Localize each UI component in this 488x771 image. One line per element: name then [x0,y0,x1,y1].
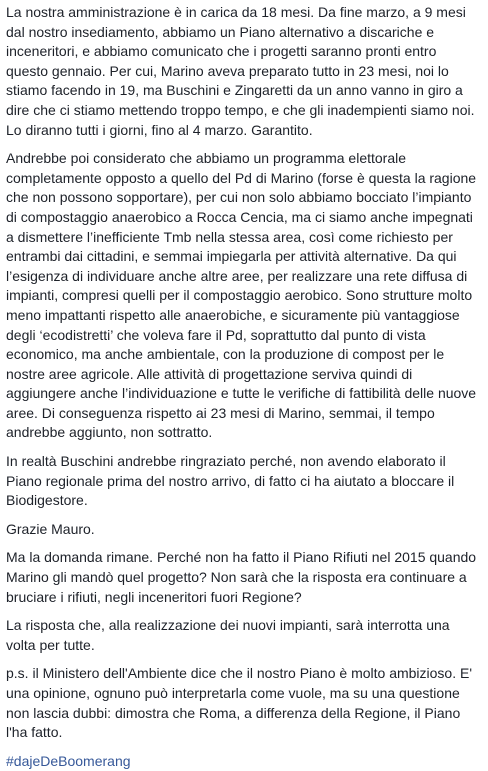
post-paragraph-3: In realtà Buschini andrebbe ringraziato perché, non avendo elaborato il Piano regionale prima del nostro arrivo, di fatto ci ha aiutato a bloccare il Biodigestore. [6,453,455,509]
post-paragraph-2: Andrebbe poi considerato che abbiamo un programma elettorale completamente opposto a quello del Pd di Marino (forse è questa la ragione che non possono sopportare), per cui non solo abbiamo bocciato l’impianto di compostaggio anaerobico a Rocca Cencia, ma ci siamo anche impegnati a dismettere l’inefficiente Tmb nella stessa area, così come richiesto per entrambi dai cittadini, e semmai impiegarla per attività alternative. Da qui l’esigenza di individuare anche altre aree, per realizzare una rete diffusa di impianti, compresi quelli per il compostaggio aerobico. Sono strutture molto meno impattanti rispetto alle anaerobiche, e sicuramente più vantaggiose degli ‘ecodistretti’ che voleva fare il Pd, soprattutto dal punto di vista economico, ma anche ambientale, con la produzione di compost per le nostre aree agricole. Alle attività di progettazione serviva quindi di aggiungere anche l’individuazione e tutte le verifiche di fattibilità delle nuove aree. Di conseguenza rispetto ai 23 mesi di Marino, semmai, il tempo andrebbe aggiunto, non sottratto. [6,150,477,441]
post-paragraph-7: p.s. il Ministero dell'Ambiente dice che il nostro Piano è molto ambizioso. E' una opinione, ognuno può interpretarla come vuole, ma su una questione non lascia dubbi: dimostra che Roma, a differenza della Regione, il Piano l'ha fatto. [6,665,473,741]
post-paragraph-6: La risposta che, alla realizzazione dei nuovi impianti, sarà interrotta una volta per tutte. [6,617,450,653]
post-paragraph-5: Ma la domanda rimane. Perché non ha fatto il Piano Rifiuti nel 2015 quando Marino gli mandò quel progetto? Non sarà che la risposta era continuare a bruciare i rifiuti, negli inceneritori fuori Regione? [6,549,477,605]
hashtag-link[interactable]: #dajeDeBoomerang [6,752,131,769]
post-paragraph-1: La nostra amministrazione è in carica da 18 mesi. Da fine marzo, a 9 mesi dal nostro insediamento, abbiamo un Piano alternativo a discariche e inceneritori, e abbiamo comunicato che i progetti saranno pronti entro questo gennaio. Per cui, Marino aveva preparato tutto in 23 mesi, noi lo stiamo facendo in 19, ma Buschini e Zingaretti da un anno vanno in giro a dire che ci stiamo mettendo troppo tempo, e che gli inadempienti siamo noi. Lo diranno tutti i giorni, fino al 4 marzo. Garantito. [6,4,475,138]
post-paragraph-4: Grazie Mauro. [6,520,95,537]
hashtag-paragraph [6,752,482,771]
